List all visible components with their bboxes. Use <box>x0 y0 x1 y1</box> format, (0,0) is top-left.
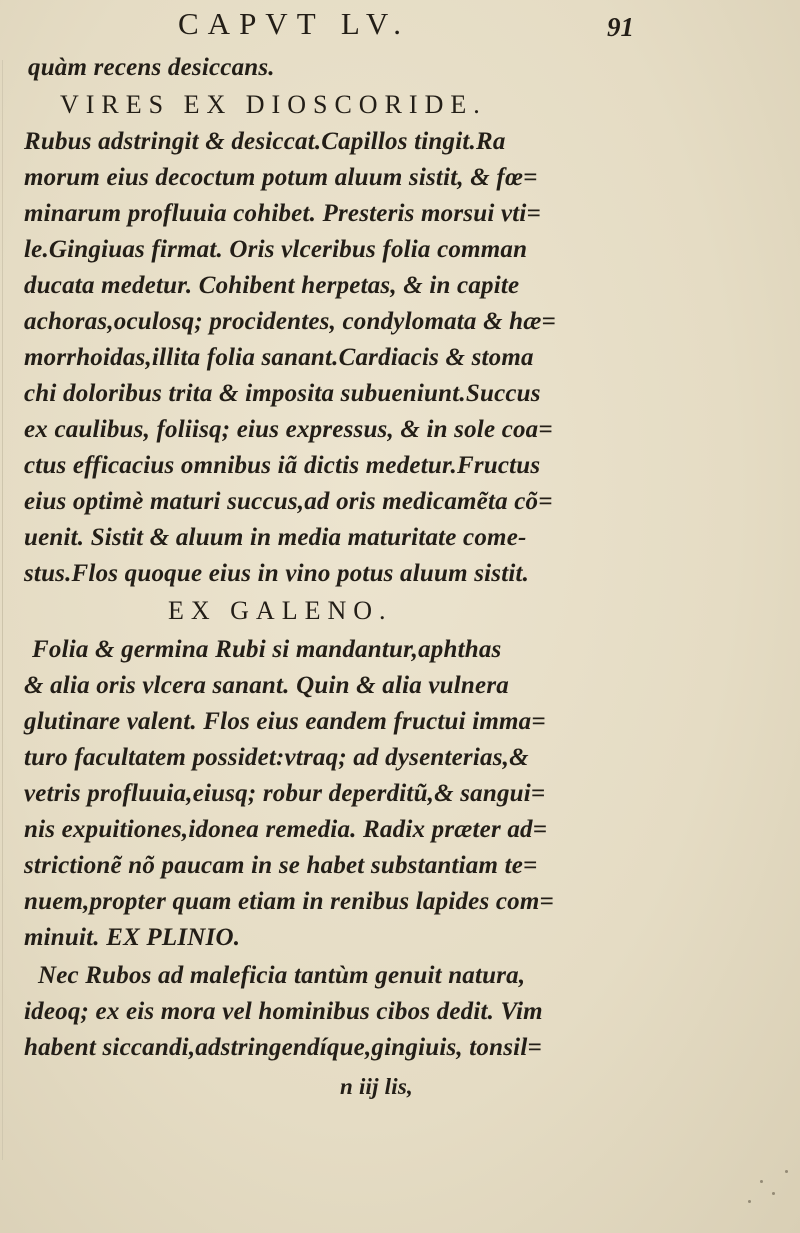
section-heading-dioscorides: VIRES EX DIOSCORIDE. <box>60 90 487 119</box>
text-line: turo facultatem possidet:vtraq; ad dysenterias,& <box>24 744 529 771</box>
text-line: morrhoidas,illita folia sanant.Cardiacis & stoma <box>24 344 534 371</box>
paper-speck <box>785 1170 788 1173</box>
text-line: minarum profluuia cohibet. Presteris morsui vti= <box>24 200 541 227</box>
text-line: quàm recens desiccans. <box>28 54 275 81</box>
signature-and-catchword: n iij lis, <box>340 1074 413 1099</box>
paper-speck <box>760 1180 763 1183</box>
folio-number: 91 <box>607 12 634 42</box>
text-line: achoras,oculosq; procidentes, condylomata & hæ= <box>24 308 556 335</box>
text-line: & alia oris vlcera sanant. Quin & alia vulnera <box>24 672 509 699</box>
text-line: Nec Rubos ad maleficia tantùm genuit natura, <box>38 962 526 989</box>
paper-speck <box>748 1200 751 1203</box>
section-heading-galen: EX GALENO. <box>168 596 393 625</box>
text-line: nis expuitiones,idonea remedia. Radix præter ad= <box>24 816 548 843</box>
page-gutter-edge <box>2 60 3 1160</box>
text-line: Rubus adstringit & desiccat.Capillos tingit.Ra <box>24 128 506 155</box>
text-line: ducata medetur. Cohibent herpetas, & in capite <box>24 272 520 299</box>
text-line: Folia & germina Rubi si mandantur,aphthas <box>32 636 502 663</box>
text-line: habent siccandi,adstringendíque,gingiuis, tonsil= <box>24 1034 542 1061</box>
text-line: ex caulibus, foliisq; eius expressus, & in sole coa= <box>24 416 553 443</box>
text-line: le.Gingiuas firmat. Oris vlceribus folia comman <box>24 236 528 263</box>
text-line: eius optimè maturi succus,ad oris medicamẽta cõ= <box>24 488 553 515</box>
page-header <box>0 6 800 46</box>
text-line: stus.Flos quoque eius in vino potus aluum sistit. <box>24 560 530 587</box>
text-line: vetris profluuia,eiusq; robur deperditũ,& sangui= <box>24 780 546 807</box>
text-line: chi doloribus trita & imposita subueniunt.Succus <box>24 380 541 407</box>
text-line-with-heading-plinio: minuit. EX PLINIO. <box>24 924 241 951</box>
text-line: strictionẽ nõ paucam in se habet substantiam te= <box>24 852 538 879</box>
text-line: nuem,propter quam etiam in renibus lapides com= <box>24 888 554 915</box>
text-line: morum eius decoctum potum aluum sistit, & fœ= <box>24 164 538 191</box>
text-line: ctus efficacius omnibus iã dictis medetur.Fructus <box>24 452 541 479</box>
text-line: glutinare valent. Flos eius eandem fructui imma= <box>24 708 546 735</box>
text-line: uenit. Sistit & aluum in media maturitate come- <box>24 524 527 551</box>
paper-speck <box>772 1192 775 1195</box>
text-line: ideoq; ex eis mora vel hominibus cibos dedit. Vim <box>24 998 543 1025</box>
running-head: CAPVT LV. <box>178 6 411 41</box>
